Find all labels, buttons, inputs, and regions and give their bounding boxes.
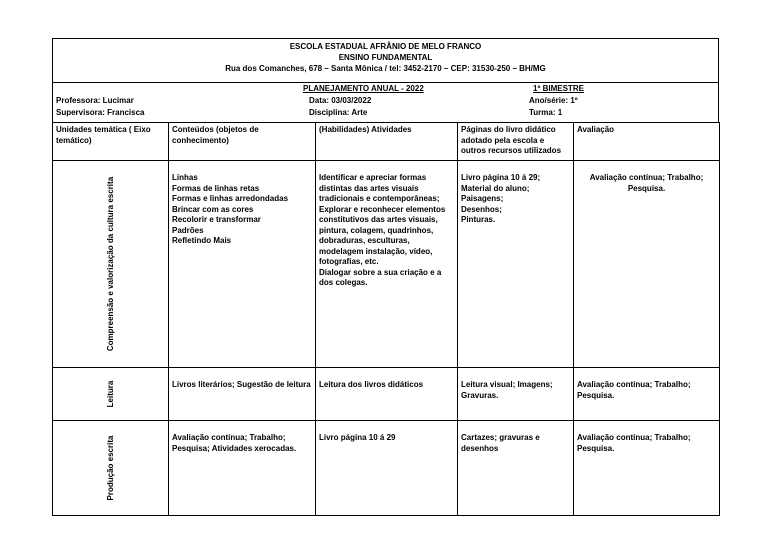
paginas-cell xyxy=(458,421,574,516)
list-item: Pinturas. xyxy=(461,215,496,224)
planning-table xyxy=(52,122,720,516)
list-item: Desenhos; xyxy=(461,204,502,214)
paginas-cell xyxy=(458,368,574,421)
conteudos-cell xyxy=(169,421,316,516)
table-row xyxy=(53,421,720,516)
ano-serie: Ano/série: 1º xyxy=(529,96,578,105)
header-cell: Unidades temática ( Eixo temático) xyxy=(53,123,169,161)
list-item: Padrões xyxy=(172,225,204,235)
school-header xyxy=(52,38,719,83)
school-level: ENSINO FUNDAMENTAL xyxy=(338,53,433,62)
list-item: Material do aluno; xyxy=(461,183,530,193)
avaliacao-cell: Avaliação contínua; Trabalho; Pesquisa. xyxy=(574,161,720,368)
avaliacao-cell: Avaliação contínua; Trabalho; Pesquisa. xyxy=(574,368,720,421)
plan-title: PLANEJAMENTO ANUAL - 2022 xyxy=(303,84,424,93)
list-item: Explorar e reconhecer elementos constitutivos das artes visuais, pintura, colagem, quadrinhos, dobraduras, esculturas, modelagem instalação, vídeo, fotografias, etc. xyxy=(319,204,446,266)
conteudos-cell xyxy=(169,161,316,368)
data: Data: 03/03/2022 xyxy=(309,96,372,105)
list-item: Dialogar sobre a sua criação e a dos colegas. xyxy=(319,267,442,287)
atividades-cell xyxy=(316,421,458,516)
unit-cell xyxy=(53,368,169,421)
header-cell: Páginas do livro didático adotado pela escola e outros recursos utilizados xyxy=(458,123,574,161)
header-cell: Avaliação xyxy=(574,123,720,161)
professora: Professora: Lucimar xyxy=(56,96,134,105)
bimestre: 1º BIMESTRE xyxy=(533,84,584,93)
supervisora: Supervisora: Francisca xyxy=(56,108,145,117)
list-item: Formas e linhas arredondadas xyxy=(172,194,289,203)
list-item: Leitura visual; Imagens; Gravuras. xyxy=(461,380,553,400)
list-item: Identificar e apreciar formas distintas das artes visuais tradicionais e contemporâneas; xyxy=(319,173,440,203)
header-cell: (Habilidades) Atividades xyxy=(316,123,458,161)
list-item: Cartazes; gravuras e desenhos xyxy=(461,433,540,453)
unit-label: Leitura xyxy=(105,380,115,408)
planning-document xyxy=(52,38,719,516)
paginas-cell xyxy=(458,161,574,368)
header-cell: Conteúdos (objetos de conhecimento) xyxy=(169,123,316,161)
list-item: Formas de linhas retas xyxy=(172,183,260,193)
list-item: Paisagens; xyxy=(461,194,504,203)
list-item: Refletindo Mais xyxy=(172,236,232,245)
school-name: ESCOLA ESTADUAL AFRÂNIO DE MELO FRANCO xyxy=(289,42,482,51)
list-item: Leitura dos livros didáticos xyxy=(319,380,424,389)
turma: Turma: 1 xyxy=(529,108,563,117)
table-row xyxy=(53,161,720,368)
avaliacao-cell: Avaliação contínua; Trabalho; Pesquisa. xyxy=(574,421,720,516)
list-item: Brincar com as cores xyxy=(172,204,254,214)
list-item: Recolorir e transformar xyxy=(172,215,261,224)
list-item: Livro página 10 á 29; xyxy=(461,173,541,182)
atividades-cell xyxy=(316,161,458,368)
plan-info xyxy=(52,83,719,122)
conteudos-cell xyxy=(169,368,316,421)
disciplina: Disciplina: Arte xyxy=(309,108,368,117)
list-item: Livros literários; Sugestão de leitura xyxy=(172,380,311,389)
list-item: Linhas xyxy=(172,173,198,182)
atividades-cell xyxy=(316,368,458,421)
list-item: Avaliação contínua; Trabalho; Pesquisa; Atividades xerocadas. xyxy=(172,433,297,453)
list-item: Livro página 10 á 29 xyxy=(319,433,396,442)
unit-cell xyxy=(53,421,169,516)
unit-label: Compreensão e valorização da cultura escrita xyxy=(105,176,115,352)
school-address: Rua dos Comanches, 678 – Santa Mônica / tel: 3452-2170 – CEP: 31530-250 – BH/MG xyxy=(225,64,546,73)
table-header-row xyxy=(53,123,720,161)
unit-label: Produção escrita xyxy=(105,435,115,501)
unit-cell xyxy=(53,161,169,368)
table-row xyxy=(53,368,720,421)
